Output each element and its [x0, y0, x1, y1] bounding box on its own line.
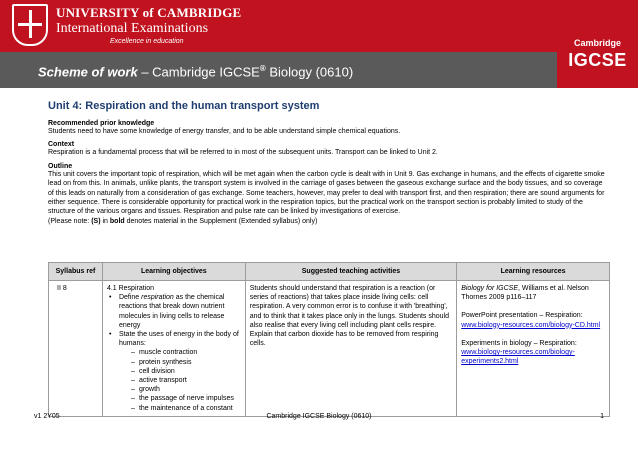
supplement-note	[48, 217, 608, 226]
context-text: Respiration is a fundamental process that will be referred to in most of the subsequent units. Transport can be linked to Unit 2.	[48, 149, 438, 157]
note-prefix: (Please note:	[48, 217, 92, 225]
objective-define-post: as the chemical reactions that break down nutrient molecules in living cells to release energy	[118, 294, 225, 329]
resource-book-title: Biology for IGCSE	[461, 285, 519, 292]
objective-uses-text: State the uses of energy in the body of humans:	[118, 331, 239, 348]
objective-define-pre: Define	[118, 294, 142, 302]
objective-define-respiration	[107, 293, 241, 330]
logo-igcse: IGCSE	[568, 50, 627, 70]
objectives-cell	[102, 281, 245, 417]
scheme-dash: –	[137, 64, 153, 80]
resource-book	[461, 284, 605, 302]
footer-title: Cambridge IGCSE Biology (0610)	[266, 413, 372, 420]
header-teaching-activities: Suggested teaching activities	[245, 263, 456, 281]
resource-exp-label: Experiments in biology – Respiration:	[461, 339, 577, 347]
resource-exp-link[interactable]: www.biology-resources.com/biology-experiments2.html	[461, 349, 575, 366]
page-footer	[34, 413, 604, 425]
page-header	[0, 0, 638, 88]
crest-cross-vertical	[29, 10, 32, 38]
scheme-title: Cambridge IGCSE	[152, 64, 260, 80]
registered-mark: ®	[259, 64, 266, 73]
scheme-label: Scheme of work	[38, 64, 138, 80]
objectives-list	[107, 293, 241, 413]
objective-uses-of-energy	[107, 330, 241, 413]
header-syllabus-ref: Syllabus ref	[49, 263, 103, 281]
outline-text: This unit covers the important topic of respiration, which will be met again when the carbon cycle is dealt with in Unit 9. Gas exchange in humans, and the effects of cigarette smoke lead on from this. In animals, unlike plants, the transport system is involved in the carriage of gases between the gaseous exchange surface and the body tissues, and so coverage of this leads on naturally from a consideration of gas exchange. Some teachers, however, may prefer to deal with transport first, and then respiration; there are sound arguments for either sequence. There is considerable opportunity for practical work in the respiration topics, but the practical work on the transport section is probably limited to study of the structure of the various organs and tissues. Respiration and pulse rate can be linked by investigations of exercise.	[48, 170, 605, 216]
activities-paragraph-1: Students should understand that respiration is a reaction (or series of reactions) that takes place inside living cells: cell respiration. A very common error is to confuse it with 'breathing', and to think that it takes place only in the lungs. Students should also realise that every living cell including plant cells respire.	[249, 285, 449, 329]
igcse-logo	[557, 0, 638, 88]
table-row	[49, 281, 610, 417]
tagline: Excellence in education	[110, 38, 184, 45]
unit-title: Unit 4: Respiration and the human transport system	[48, 100, 320, 112]
objective-title: 4.1 Respiration	[106, 285, 155, 292]
header-learning-objectives: Learning objectives	[102, 263, 245, 281]
outline-label: Outline	[48, 162, 73, 170]
energy-uses-list	[119, 348, 241, 412]
resource-book-details: , Williams et al. Nelson Thornes 2009 p116–117	[461, 285, 589, 302]
resource-ppt-link[interactable]: www.biology-resources.com/biology-CD.html	[461, 321, 601, 329]
unit-content	[48, 100, 608, 226]
note-suffix: denotes material in the Supplement (Extended syllabus) only)	[124, 217, 318, 225]
list-item: – cell division	[131, 367, 241, 376]
table-header-row	[49, 263, 610, 281]
university-crest-icon	[12, 4, 48, 46]
resource-ppt-label: PowerPoint presentation – Respiration:	[461, 312, 583, 320]
scheme-subject: Biology (0610)	[265, 64, 354, 80]
list-item: – the passage of nerve impulses	[131, 394, 241, 403]
context-label: Context	[48, 141, 75, 149]
list-item: – protein synthesis	[131, 358, 241, 367]
list-item: – muscle contraction	[131, 348, 241, 357]
footer-version: v1 2Y05	[34, 413, 60, 420]
logo-cambridge: Cambridge	[573, 38, 621, 48]
list-item: – growth	[131, 385, 241, 394]
activities-cell	[245, 281, 456, 417]
list-item: – active transport	[131, 376, 241, 385]
note-s: (S)	[91, 217, 101, 225]
prior-knowledge-text: Students need to have some knowledge of energy transfer, and to be able understand simple chemical equations.	[48, 128, 401, 135]
scheme-of-work-title	[38, 64, 353, 79]
international-examinations: International Examinations	[56, 21, 209, 36]
objective-define-term: respiration	[141, 294, 174, 302]
prior-knowledge-label: Recommended prior knowledge	[48, 120, 155, 127]
activities-paragraph-2: Explain that carbon dioxide has to be removed from respiring cells.	[249, 331, 439, 348]
syllabus-ref-cell: II 8	[49, 281, 103, 417]
note-bold: bold	[109, 217, 125, 225]
scheme-table	[48, 262, 610, 417]
note-mid: in	[100, 217, 110, 225]
resources-cell	[457, 281, 610, 417]
list-item: – the maintenance of a constant	[131, 404, 241, 413]
university-name: UNIVERSITY of CAMBRIDGE	[56, 5, 242, 20]
footer-page-number: 1	[600, 413, 604, 420]
header-learning-resources: Learning resources	[457, 263, 610, 281]
